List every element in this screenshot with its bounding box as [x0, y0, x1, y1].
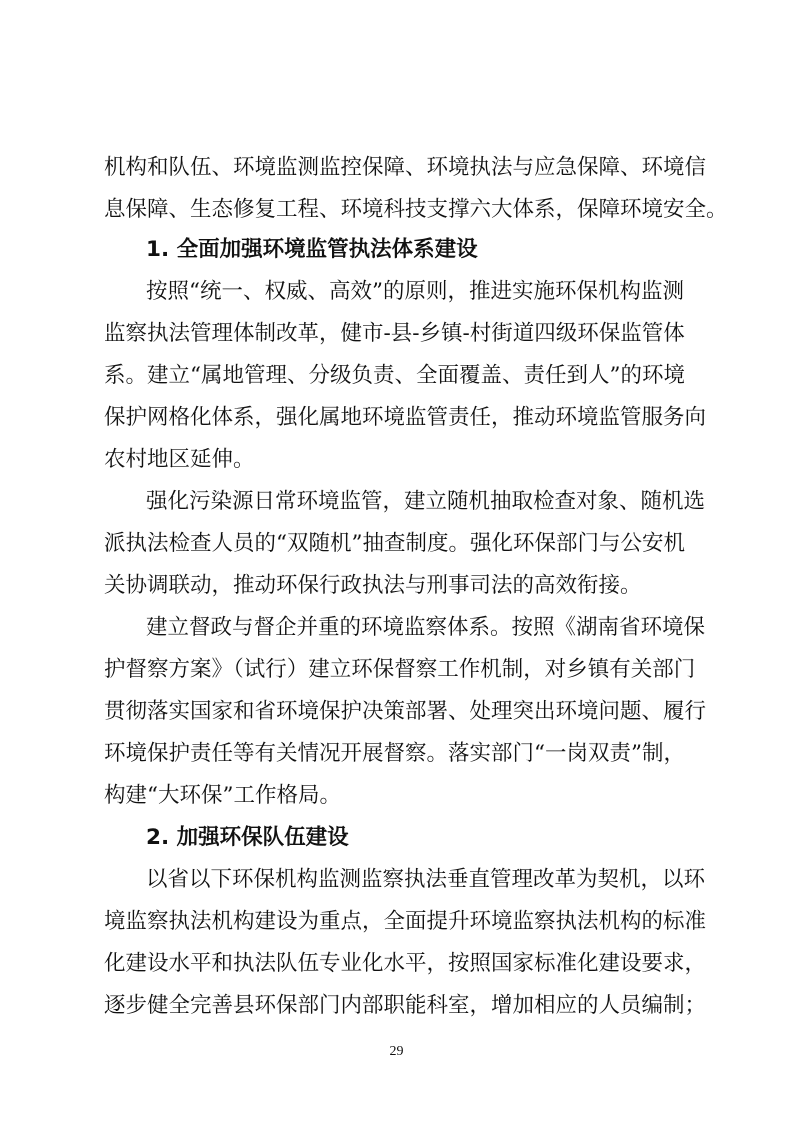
paragraph-line: 化建设水平和执法队伍专业化水平，按照国家标准化建设要求， — [104, 951, 707, 976]
paragraph-first-line: 按照“统一、权威、高效”的原则，推进实施环保机构监测 — [146, 279, 684, 304]
paragraph-line: 环境保护责任等有关情况开展督察。落实部门“一岗双责”制， — [104, 741, 685, 766]
section-heading: 1. 全面加强环境监管执法体系建设 — [146, 237, 478, 262]
paragraph-line: 护督察方案》（试行）建立环保督察工作机制，对乡镇有关部门 — [104, 657, 696, 682]
paragraph-line: 构建“大环保”工作格局。 — [104, 783, 341, 808]
paragraph-first-line: 以省以下环保机构监测监察执法垂直管理改革为契机，以环 — [146, 867, 706, 892]
paragraph-first-line: 强化污染源日常环境监管，建立随机抽取检查对象、随机选 — [146, 489, 706, 514]
paragraph-line: 系。建立“属地管理、分级负责、全面覆盖、责任到人”的环境 — [104, 363, 685, 388]
paragraph-line: 关协调联动，推动环保行政执法与刑事司法的高效衔接。 — [104, 573, 642, 598]
paragraph-line: 境监察执法机构建设为重点，全面提升环境监察执法机构的标准 — [104, 909, 707, 934]
page-number: 29 — [389, 1044, 404, 1059]
paragraph-line: 逐步健全完善县环保部门内部职能科室，增加相应的人员编制； — [104, 993, 707, 1018]
paragraph-line: 保护网格化体系，强化属地环境监管责任，推动环境监管服务向 — [104, 405, 707, 430]
paragraph-line: 农村地区延伸。 — [104, 447, 255, 472]
paragraph-line: 机构和队伍、环境监测监控保障、环境执法与应急保障、环境信 — [104, 155, 707, 180]
paragraph-line: 监察执法管理体制改革，健市-县-乡镇-村街道四级环保监管体 — [104, 321, 685, 346]
paragraph-line: 贯彻落实国家和省环境保护决策部署、处理突出环境问题、履行 — [104, 699, 707, 724]
paragraph-line: 派执法检查人员的“双随机”抽查制度。强化环保部门与公安机 — [104, 531, 685, 556]
paragraph-first-line: 建立督政与督企并重的环境监察体系。按照《湖南省环境保 — [146, 615, 706, 640]
paragraph-line: 息保障、生态修复工程、环境科技支撑六大体系，保障环境安全。 — [104, 197, 728, 222]
section-heading: 2. 加强环保队伍建设 — [146, 825, 349, 850]
